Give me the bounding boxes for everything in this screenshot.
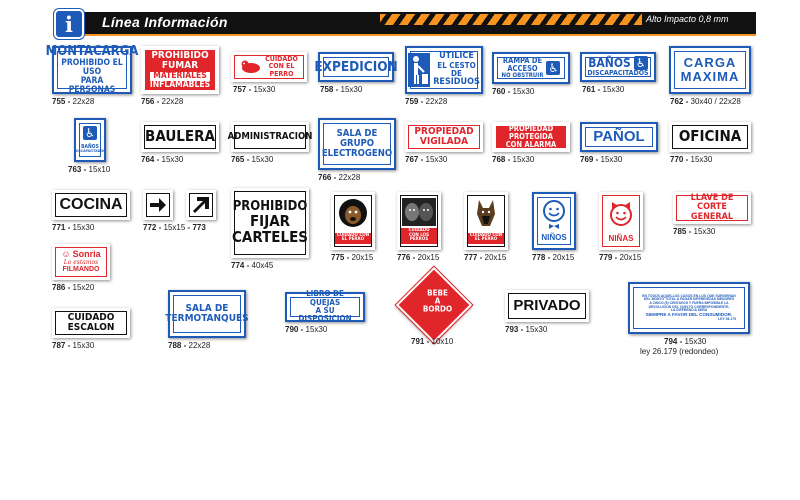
sign-759[interactable]: UTILICE EL CESTO DE RESIDUOS [405, 46, 483, 94]
sign-764[interactable]: BAULERA [141, 122, 219, 152]
sign-767[interactable]: PROPIEDAD VIGILADA [405, 122, 483, 152]
caption-777: 777 - 20x15 [464, 253, 507, 262]
trash-person-icon [408, 53, 430, 87]
caption-767: 767 - 15x30 [405, 155, 448, 164]
sign-776[interactable]: CUIDADO CON LOS PERROS [397, 192, 441, 250]
sign-785[interactable]: LLAVE DE CORTE GENERAL [673, 192, 751, 224]
caption-791: 791 - 10x10 [411, 337, 454, 346]
header-underline [56, 34, 756, 36]
hazard-stripes [380, 14, 642, 25]
sign-755[interactable]: MONTACARGA PROHIBIDO EL USO PARA PERSONAS [45, 44, 139, 95]
smiley-icon: ☺ [61, 249, 71, 260]
caption-787: 787 - 15x30 [52, 341, 95, 350]
caption-772-773: 772 - 15x15 - 773 [143, 223, 206, 232]
dog-head-icon [338, 198, 368, 228]
caption-779: 779 - 20x15 [599, 253, 642, 262]
sign-790[interactable]: LIBRO DE QUEJAS A SU DISPOSICION [285, 292, 365, 322]
wheelchair-icon: ♿ [546, 61, 560, 75]
sign-774[interactable]: PROHIBIDO FIJAR CARTELES [231, 188, 309, 258]
arrow-right-icon [149, 197, 167, 213]
girl-face-icon [608, 199, 634, 229]
sign-768[interactable]: PROPIEDAD PROTEGIDA CON ALARMA [492, 122, 570, 152]
caption-794: 794 - 15x30 [664, 337, 707, 346]
sign-765[interactable]: ADMINISTRACION [231, 122, 309, 152]
sign-773[interactable] [186, 190, 216, 220]
caption-776: 776 - 20x15 [397, 253, 440, 262]
caption-774: 774 - 40x45 [231, 261, 274, 270]
sign-758[interactable]: EXPEDICION [318, 52, 394, 82]
caption-790: 790 - 15x30 [285, 325, 328, 334]
sign-769[interactable]: PAÑOL [580, 122, 658, 152]
caption-785: 785 - 15x30 [673, 227, 716, 236]
dog-icon [240, 59, 262, 75]
arrow-diagonal-icon [192, 196, 210, 214]
sign-762[interactable]: CARGA MAXIMA [669, 46, 751, 94]
boy-face-icon [541, 200, 567, 230]
caption-770: 770 - 15x30 [670, 155, 713, 164]
sign-786[interactable]: ☺ Sonria Lo estamos FILMANDO [52, 244, 110, 280]
sign-760[interactable]: RAMPA DE ACCESO NO OBSTRUIR ♿ [492, 52, 570, 84]
caption-763: 763 - 15x10 [68, 165, 111, 174]
dogs-icon [402, 198, 436, 226]
wheelchair-icon: ♿ [634, 56, 648, 70]
info-icon: i [54, 9, 84, 39]
wheelchair-icon: ♿ [83, 126, 97, 140]
sign-772[interactable] [143, 190, 173, 220]
caption-764: 764 - 15x30 [141, 155, 184, 164]
header-subtitle: Alto Impacto 0,8 mm [646, 14, 729, 24]
sign-756[interactable]: PROHIBIDO FUMAR MATERIALES INFLAMABLES [141, 46, 219, 94]
page-title: Línea Información [102, 14, 228, 30]
caption-794-note: ley 26.179 (redondeo) [640, 347, 719, 356]
caption-793: 793 - 15x30 [505, 325, 548, 334]
sign-761[interactable]: BAÑOS ♿ DISCAPACITADOS [580, 52, 656, 82]
sign-794[interactable]: EN TODOS AQUELLOS CASOS EN LOS QUE SURGIERAN DEL MONTO TOTAL A PAGAR DIFERENCIAS MENORES A CINCO (5) CENTAVOS Y FUERA IMPOSIBLE LA DEVOLUCION DEL VUELTO CORRESPONDIENTE, LA DIFERENCIA SERA SIEMPRE A FAVOR DEL CONSUMIDOR. LEY 26.179 [628, 282, 750, 334]
caption-756: 756 - 22x28 [141, 97, 184, 106]
caption-778: 778 - 20x15 [532, 253, 575, 262]
caption-761: 761 - 15x30 [582, 85, 625, 94]
sign-771[interactable]: COCINA [52, 190, 130, 220]
caption-765: 765 - 15x30 [231, 155, 274, 164]
caption-769: 769 - 15x30 [580, 155, 623, 164]
caption-768: 768 - 15x30 [492, 155, 535, 164]
sign-787[interactable]: CUIDADO ESCALON [52, 308, 130, 338]
caption-775: 775 - 20x15 [331, 253, 374, 262]
sign-793[interactable]: PRIVADO [505, 290, 589, 322]
caption-758: 758 - 15x30 [320, 85, 363, 94]
sign-777[interactable]: CUIDADO CON EL PERRO [464, 192, 508, 250]
caption-757: 757 - 15x30 [233, 85, 276, 94]
sign-779[interactable]: NIÑAS [599, 192, 643, 250]
caption-759: 759 - 22x28 [405, 97, 448, 106]
sign-763[interactable]: ♿ BAÑOS DISCAPACITADOS [74, 118, 106, 162]
sign-778[interactable]: NIÑOS [532, 192, 576, 250]
sign-770[interactable]: OFICINA [669, 122, 751, 152]
sign-788[interactable]: SALA DE TERMOTANQUES [168, 290, 246, 338]
sign-757[interactable]: CUIDADO CON EL PERRO [231, 52, 307, 82]
caption-786: 786 - 15x20 [52, 283, 95, 292]
sign-775[interactable]: CUIDADO CON EL PERRO [331, 192, 375, 250]
caption-766: 766 - 22x28 [318, 173, 361, 182]
shepherd-dog-icon [471, 198, 501, 230]
caption-771: 771 - 15x30 [52, 223, 95, 232]
sign-766[interactable]: SALA DE GRUPO ELECTROGENO [318, 118, 396, 170]
caption-788: 788 - 22x28 [168, 341, 211, 350]
caption-755: 755 - 22x28 [52, 97, 95, 106]
caption-762: 762 - 30x40 / 22x28 [670, 97, 741, 106]
caption-760: 760 - 15x30 [492, 87, 535, 96]
sign-791[interactable]: BEBE A BORDO [396, 267, 472, 343]
